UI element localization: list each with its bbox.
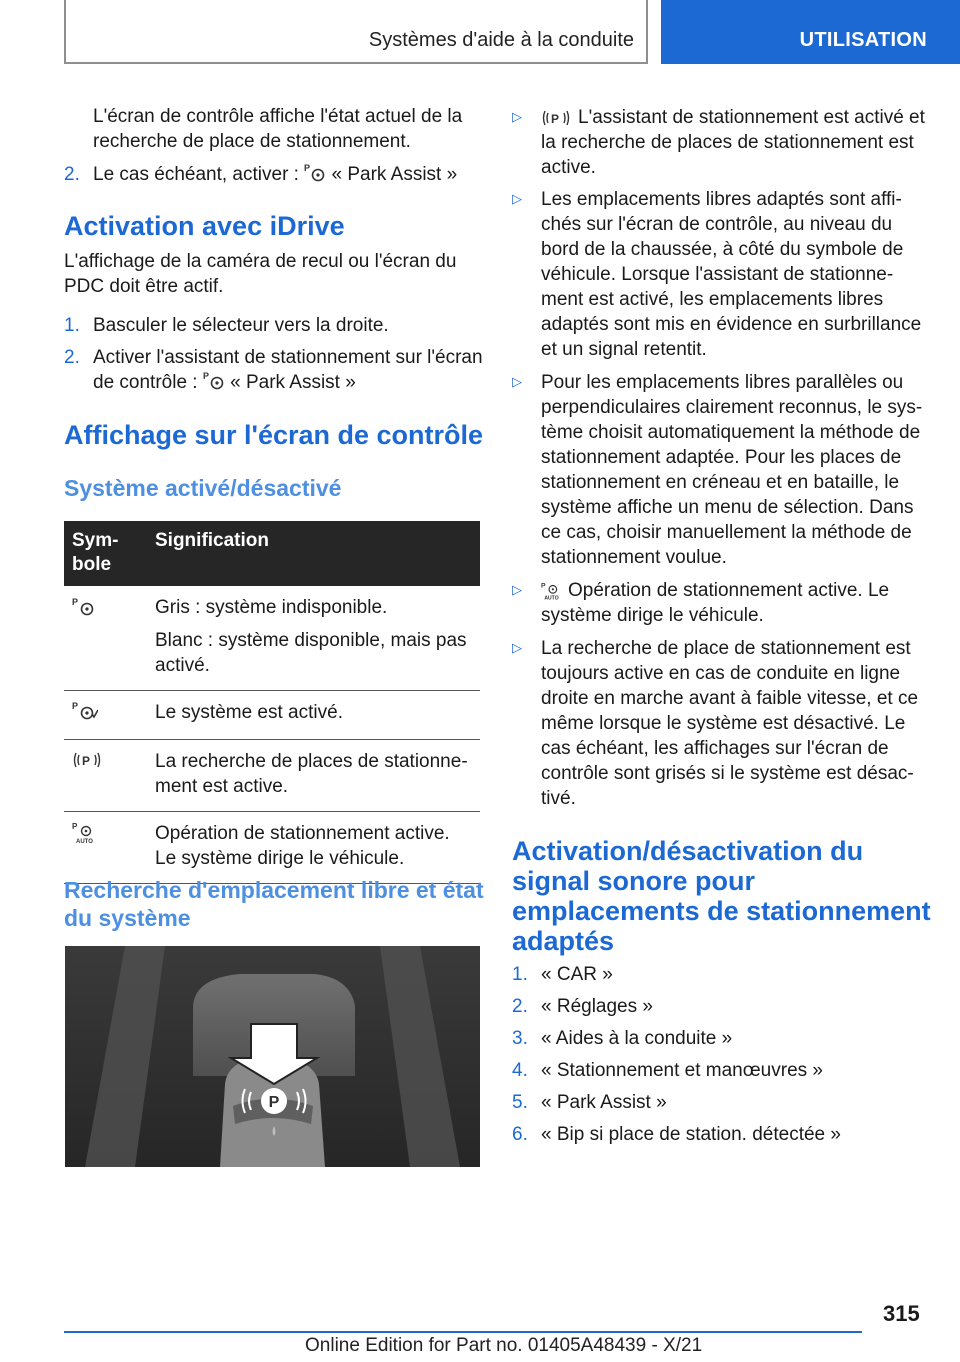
page-number: 315 xyxy=(883,1301,920,1326)
svg-text:P: P xyxy=(72,597,79,607)
idrive-intro: L'affichage de la caméra de recul ou l'écran du PDC doit être actif. xyxy=(64,251,457,297)
svg-text:AUTO: AUTO xyxy=(76,839,93,845)
meaning-line: Opération de stationnement active. Le système dirige le véhicule. xyxy=(147,812,480,884)
parking-auto-icon xyxy=(72,821,98,845)
col-header-meaning: Signification xyxy=(155,530,269,551)
svg-text:P: P xyxy=(268,1094,280,1111)
list-text: Activer l'assistant de stationnement sur l'écran de contrôle : P « Park Assist » xyxy=(93,347,483,393)
list-text: Le cas échéant, activer : P « Park Assist » xyxy=(93,163,458,185)
list-text: « Park Assist » xyxy=(541,1092,667,1113)
svg-text:P: P xyxy=(202,371,209,381)
list-text: Basculer le sélecteur vers la droite. xyxy=(93,315,389,336)
meaning-line: Blanc : système disponible, mais pas activé. xyxy=(155,630,467,676)
svg-text:P: P xyxy=(72,822,78,831)
col-header-symbol: Sym-bole xyxy=(72,530,119,575)
chapter-title: Systèmes d'aide à la conduite xyxy=(368,29,634,51)
park-assist-icon xyxy=(304,162,326,182)
meaning-line: La recherche de places de stationne-ment est active. xyxy=(147,740,480,812)
list-number: 5. xyxy=(512,1092,528,1113)
list-number: 2. xyxy=(512,996,528,1017)
svg-text:P: P xyxy=(541,582,546,590)
triangle-bullet-icon: ▷ xyxy=(512,640,522,655)
park-assist-icon xyxy=(203,370,225,390)
list-number: 2. xyxy=(64,164,80,185)
svg-text:P: P xyxy=(82,754,91,768)
triangle-bullet-icon: ▷ xyxy=(512,109,522,124)
park-assist-icon xyxy=(72,596,96,618)
svg-text:P: P xyxy=(304,163,311,173)
list-text: « Stationnement et manœuvres » xyxy=(541,1060,823,1081)
heading-system: Système activé/désactivé xyxy=(64,475,342,501)
symbol-table xyxy=(64,521,480,884)
list-text: « Aides à la conduite » xyxy=(541,1028,733,1049)
svg-text:P: P xyxy=(72,701,79,711)
continued-text: L'écran de contrôle affiche l'état actuel de la recherche de place de stationnement. xyxy=(93,106,463,152)
triangle-bullet-icon: ▷ xyxy=(512,191,522,206)
heading-affichage: Affichage sur l'écran de contrôle xyxy=(64,420,484,450)
list-text: « CAR » xyxy=(541,964,613,985)
meaning-line: Le système est activé. xyxy=(147,691,480,740)
heading-idrive: Activation avec iDrive xyxy=(64,211,345,241)
svg-text:AUTO: AUTO xyxy=(544,595,559,602)
meaning-line: Gris : système indisponible. xyxy=(155,597,388,618)
list-number: 1. xyxy=(512,964,528,985)
list-text: « Réglages » xyxy=(541,996,653,1017)
list-number: 6. xyxy=(512,1124,528,1145)
table-row xyxy=(64,812,480,884)
park-assist-active-icon xyxy=(72,700,98,722)
header-chapter-box xyxy=(64,0,648,64)
list-text: « Bip si place de station. détectée » xyxy=(541,1124,841,1145)
table-row xyxy=(64,586,480,691)
heading-recherche: Recherche d'emplacement libre et état du système xyxy=(64,877,484,931)
list-number: 2. xyxy=(64,347,80,368)
footer-edition: Online Edition for Part no. 01405A48439 - X/21 xyxy=(305,1335,703,1356)
triangle-bullet-icon: ▷ xyxy=(512,582,522,597)
svg-text:P: P xyxy=(551,112,560,126)
table-row xyxy=(64,740,480,812)
footer-divider xyxy=(64,1331,862,1333)
list-number: 3. xyxy=(512,1028,528,1049)
parking-auto-icon xyxy=(541,580,563,602)
parking-search-display xyxy=(65,946,480,1167)
parking-search-icon xyxy=(72,749,102,771)
list-number: 4. xyxy=(512,1060,528,1081)
table-row xyxy=(64,691,480,740)
parking-search-icon xyxy=(541,107,571,129)
table-header xyxy=(64,521,480,586)
heading-signal: Activation/désactivation du signal sonore pour emplacements de stationnement adaptés xyxy=(512,836,931,956)
list-number: 1. xyxy=(64,315,80,336)
header-section-tab xyxy=(661,0,960,64)
section-title: UTILISATION xyxy=(799,29,927,51)
triangle-bullet-icon: ▷ xyxy=(512,374,522,389)
